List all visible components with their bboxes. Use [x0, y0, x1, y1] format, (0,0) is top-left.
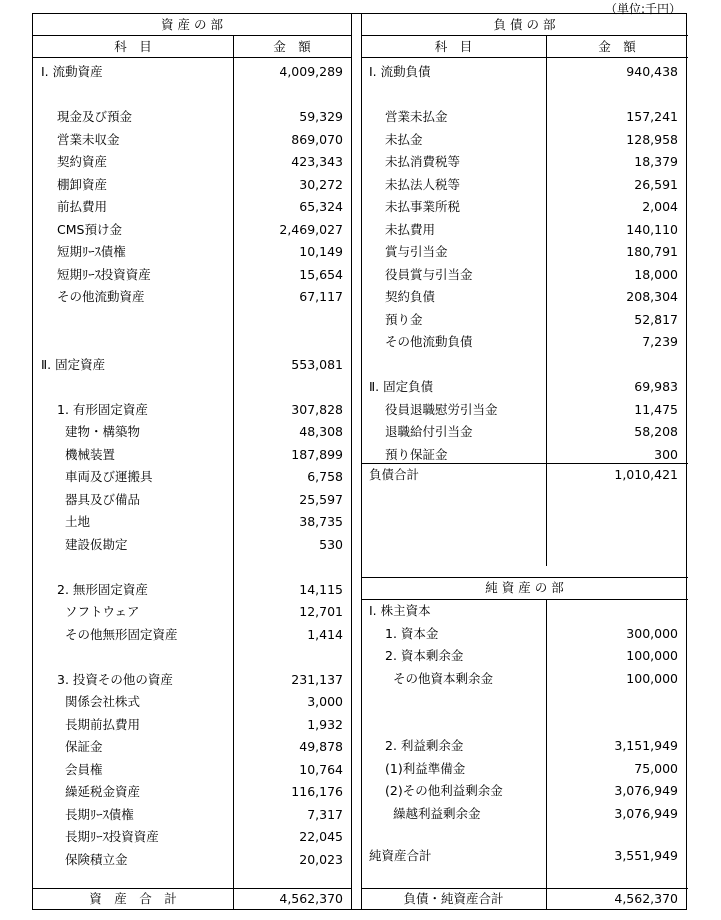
liabilities-row-label: 役員退職慰労引当金	[385, 401, 498, 417]
assets-row-value: 20,023	[299, 851, 343, 867]
assets-row-value: 869,070	[291, 131, 343, 147]
equity-row-label: 繰越利益剰余金	[393, 805, 481, 821]
liabilities-row-label: 預り金	[385, 311, 423, 327]
divider	[351, 14, 352, 909]
liabilities-total-label: 負債合計	[369, 467, 420, 482]
assets-row-label: 現金及び預金	[57, 109, 133, 124]
assets-row-value: 116,176	[291, 784, 343, 799]
assets-row-label: 前払費用	[57, 199, 108, 214]
assets-row-label: 繰延税金資産	[65, 784, 141, 799]
assets-row-label: CMS預け金	[57, 221, 122, 237]
assets-row-label: 器具及び備品	[65, 491, 141, 507]
equity-row-value	[546, 825, 678, 846]
liabilities-row-value: 58,208	[634, 424, 678, 439]
equity-section-header: 純 資 産 の 部	[485, 580, 564, 595]
liabilities-row-value: 26,591	[634, 176, 678, 192]
equity-row-value: 100,000	[626, 670, 678, 686]
divider	[361, 888, 688, 889]
assets-row-label: 契約資産	[57, 154, 108, 169]
assets-row-label: 営業未収金	[57, 131, 120, 147]
unit-label: （単位:千円）	[604, 2, 681, 16]
liabilities-row-label: 未払消費税等	[385, 154, 461, 169]
assets-row-label: 建物・構築物	[65, 424, 141, 439]
assets-row-value: 30,272	[299, 176, 343, 192]
divider	[361, 599, 688, 600]
liabilities-row-label: 預り保証金	[385, 446, 448, 462]
equity-row-value	[546, 600, 678, 621]
liabilities-row-label: 賞与引当金	[385, 244, 448, 259]
assets-row-value: 48,308	[299, 424, 343, 439]
liabilities-section-header: 負 債 の 部	[493, 17, 556, 32]
assets-row-value: 6,758	[307, 469, 343, 484]
assets-row-value: 22,045	[299, 829, 343, 844]
equity-row-value	[546, 690, 678, 711]
equity-row-value: 3,076,949	[614, 783, 678, 798]
liabilities-row-value: 128,958	[626, 131, 678, 147]
assets-row-label: 3. 投資その他の資産	[57, 671, 173, 687]
liabilities-row-label: Ⅰ. 流動負債	[369, 64, 431, 79]
liabilities-row-label: 未払事業所税	[385, 199, 461, 214]
equity-row-label: (2)その他利益剰余金	[385, 783, 503, 798]
liabilities-row-value	[546, 354, 678, 375]
assets-row-value	[233, 646, 343, 667]
liabilities-row-value: 157,241	[626, 109, 678, 124]
divider	[361, 57, 688, 58]
liabilities-col-amount-header: 金 額	[598, 39, 636, 54]
assets-row-value: 307,828	[291, 401, 343, 417]
liabilities-row-label: Ⅱ. 固定負債	[369, 379, 434, 394]
divider	[361, 577, 688, 578]
grand-total-label: 負債・純資産合計	[403, 891, 504, 906]
assets-row-value: 3,000	[307, 694, 343, 709]
assets-row-label: 保証金	[65, 739, 103, 754]
assets-col-amount-header: 金 額	[273, 39, 311, 54]
liabilities-row-value: 180,791	[626, 244, 678, 259]
assets-row-value: 1,414	[307, 626, 343, 642]
equity-row-label: 2. 資本剰余金	[385, 648, 464, 663]
assets-row-label: Ⅰ. 流動資産	[41, 64, 103, 79]
equity-row-label: 1. 資本金	[385, 625, 439, 641]
assets-row-value: 14,115	[299, 581, 343, 597]
assets-row-label: 機械装置	[65, 446, 116, 462]
assets-row-value: 1,932	[307, 716, 343, 732]
equity-row-label: 2. 利益剰余金	[385, 738, 464, 753]
divider	[546, 599, 547, 909]
divider	[233, 35, 234, 909]
liabilities-row-label: 未払金	[385, 131, 423, 147]
divider	[33, 57, 351, 58]
assets-row-value: 10,149	[299, 244, 343, 259]
liabilities-total-value: 1,010,421	[614, 467, 678, 482]
assets-row-value: 59,329	[299, 109, 343, 124]
equity-row-value: 3,076,949	[614, 805, 678, 821]
liabilities-col-item-header: 科 目	[434, 39, 473, 54]
liabilities-row-label: 未払費用	[385, 221, 436, 237]
liabilities-row-value: 69,983	[634, 379, 678, 394]
divider	[361, 463, 688, 464]
equity-row-value: 100,000	[626, 648, 678, 663]
assets-row-label: 建設仮勘定	[65, 536, 128, 552]
assets-row-value: 12,701	[299, 604, 343, 619]
assets-row-value: 65,324	[299, 199, 343, 214]
assets-row-value: 231,137	[291, 671, 343, 687]
divider	[361, 14, 362, 909]
liabilities-row-label: 未払法人税等	[385, 176, 461, 192]
liabilities-row-label: 退職給付引当金	[385, 424, 473, 439]
assets-row-value	[233, 84, 343, 105]
equity-row-label: その他資本剰余金	[393, 670, 494, 686]
assets-row-value: 553,081	[291, 356, 343, 372]
equity-row-value	[546, 713, 678, 734]
assets-row-label: 土地	[65, 514, 91, 529]
assets-row-value	[233, 376, 343, 397]
assets-section-header: 資 産 の 部	[161, 17, 223, 32]
equity-total-value: 3,551,949	[614, 848, 678, 863]
liabilities-row-value: 300	[654, 446, 678, 462]
assets-row-value: 7,317	[307, 806, 343, 822]
assets-total-value: 4,562,370	[279, 891, 343, 906]
assets-row-label: 短期ﾘｰｽ債権	[57, 244, 126, 259]
liabilities-row-value: 18,000	[634, 266, 678, 282]
equity-row-value: 3,151,949	[614, 738, 678, 753]
assets-row-label: 長期ﾘｰｽ投資資産	[65, 829, 159, 844]
equity-total-label: 純資産合計	[369, 848, 432, 863]
assets-row-value: 10,764	[299, 761, 343, 777]
liabilities-row-value: 940,438	[626, 64, 678, 79]
assets-row-label: 短期ﾘｰｽ投資資産	[57, 266, 151, 282]
divider	[33, 35, 351, 36]
assets-row-value: 15,654	[299, 266, 343, 282]
liabilities-row-value: 7,239	[642, 334, 678, 349]
assets-row-value	[233, 309, 343, 330]
liabilities-row-label: 営業未払金	[385, 109, 448, 124]
assets-row-value: 4,009,289	[279, 64, 343, 79]
assets-col-item-header: 科 目	[114, 39, 152, 54]
assets-row-label: 長期ﾘｰｽ債権	[65, 806, 134, 822]
assets-row-label: その他無形固定資産	[65, 626, 178, 642]
assets-total-label: 資 産 合 計	[89, 891, 177, 906]
liabilities-row-label: 役員賞与引当金	[385, 266, 473, 282]
assets-row-label: Ⅱ. 固定資産	[41, 356, 106, 372]
equity-row-value: 75,000	[634, 760, 678, 776]
assets-row-label: その他流動資産	[57, 289, 145, 304]
liabilities-row-value: 52,817	[634, 311, 678, 327]
assets-row-value: 67,117	[299, 289, 343, 304]
assets-row-value: 49,878	[299, 739, 343, 754]
assets-row-label: 棚卸資産	[57, 176, 108, 192]
divider	[546, 35, 547, 566]
equity-row-label: (1)利益準備金	[385, 760, 466, 776]
assets-row-label: 車両及び運搬具	[65, 469, 153, 484]
assets-row-value: 25,597	[299, 491, 343, 507]
assets-row-label: 保険積立金	[65, 851, 128, 867]
equity-row-label: Ⅰ. 株主資本	[369, 603, 431, 618]
divider	[361, 35, 688, 36]
assets-row-label: 2. 無形固定資産	[57, 581, 148, 597]
assets-row-label: 関係会社株式	[65, 694, 141, 709]
balance-sheet-table	[32, 13, 687, 910]
assets-row-value	[233, 331, 343, 352]
liabilities-row-value	[546, 84, 678, 105]
equity-row-value: 300,000	[626, 625, 678, 641]
assets-row-label: 1. 有形固定資産	[57, 401, 148, 417]
liabilities-row-label: 契約負債	[385, 289, 436, 304]
liabilities-row-value: 140,110	[626, 221, 678, 237]
grand-total-value: 4,562,370	[614, 891, 678, 906]
assets-row-label: 長期前払費用	[65, 716, 141, 732]
assets-row-value: 187,899	[291, 446, 343, 462]
assets-row-value: 423,343	[291, 154, 343, 169]
liabilities-row-value: 208,304	[626, 289, 678, 304]
assets-row-value: 38,735	[299, 514, 343, 529]
liabilities-row-label: その他流動負債	[385, 334, 473, 349]
assets-row-value: 530	[319, 536, 343, 552]
liabilities-row-value: 2,004	[642, 199, 678, 214]
divider	[33, 888, 351, 889]
assets-row-value: 2,469,027	[279, 221, 343, 237]
assets-row-label: 会員権	[65, 761, 103, 777]
liabilities-row-value: 18,379	[634, 154, 678, 169]
liabilities-row-value: 11,475	[634, 401, 678, 417]
assets-row-label: ソフトウェア	[65, 604, 140, 619]
assets-row-value	[233, 556, 343, 577]
